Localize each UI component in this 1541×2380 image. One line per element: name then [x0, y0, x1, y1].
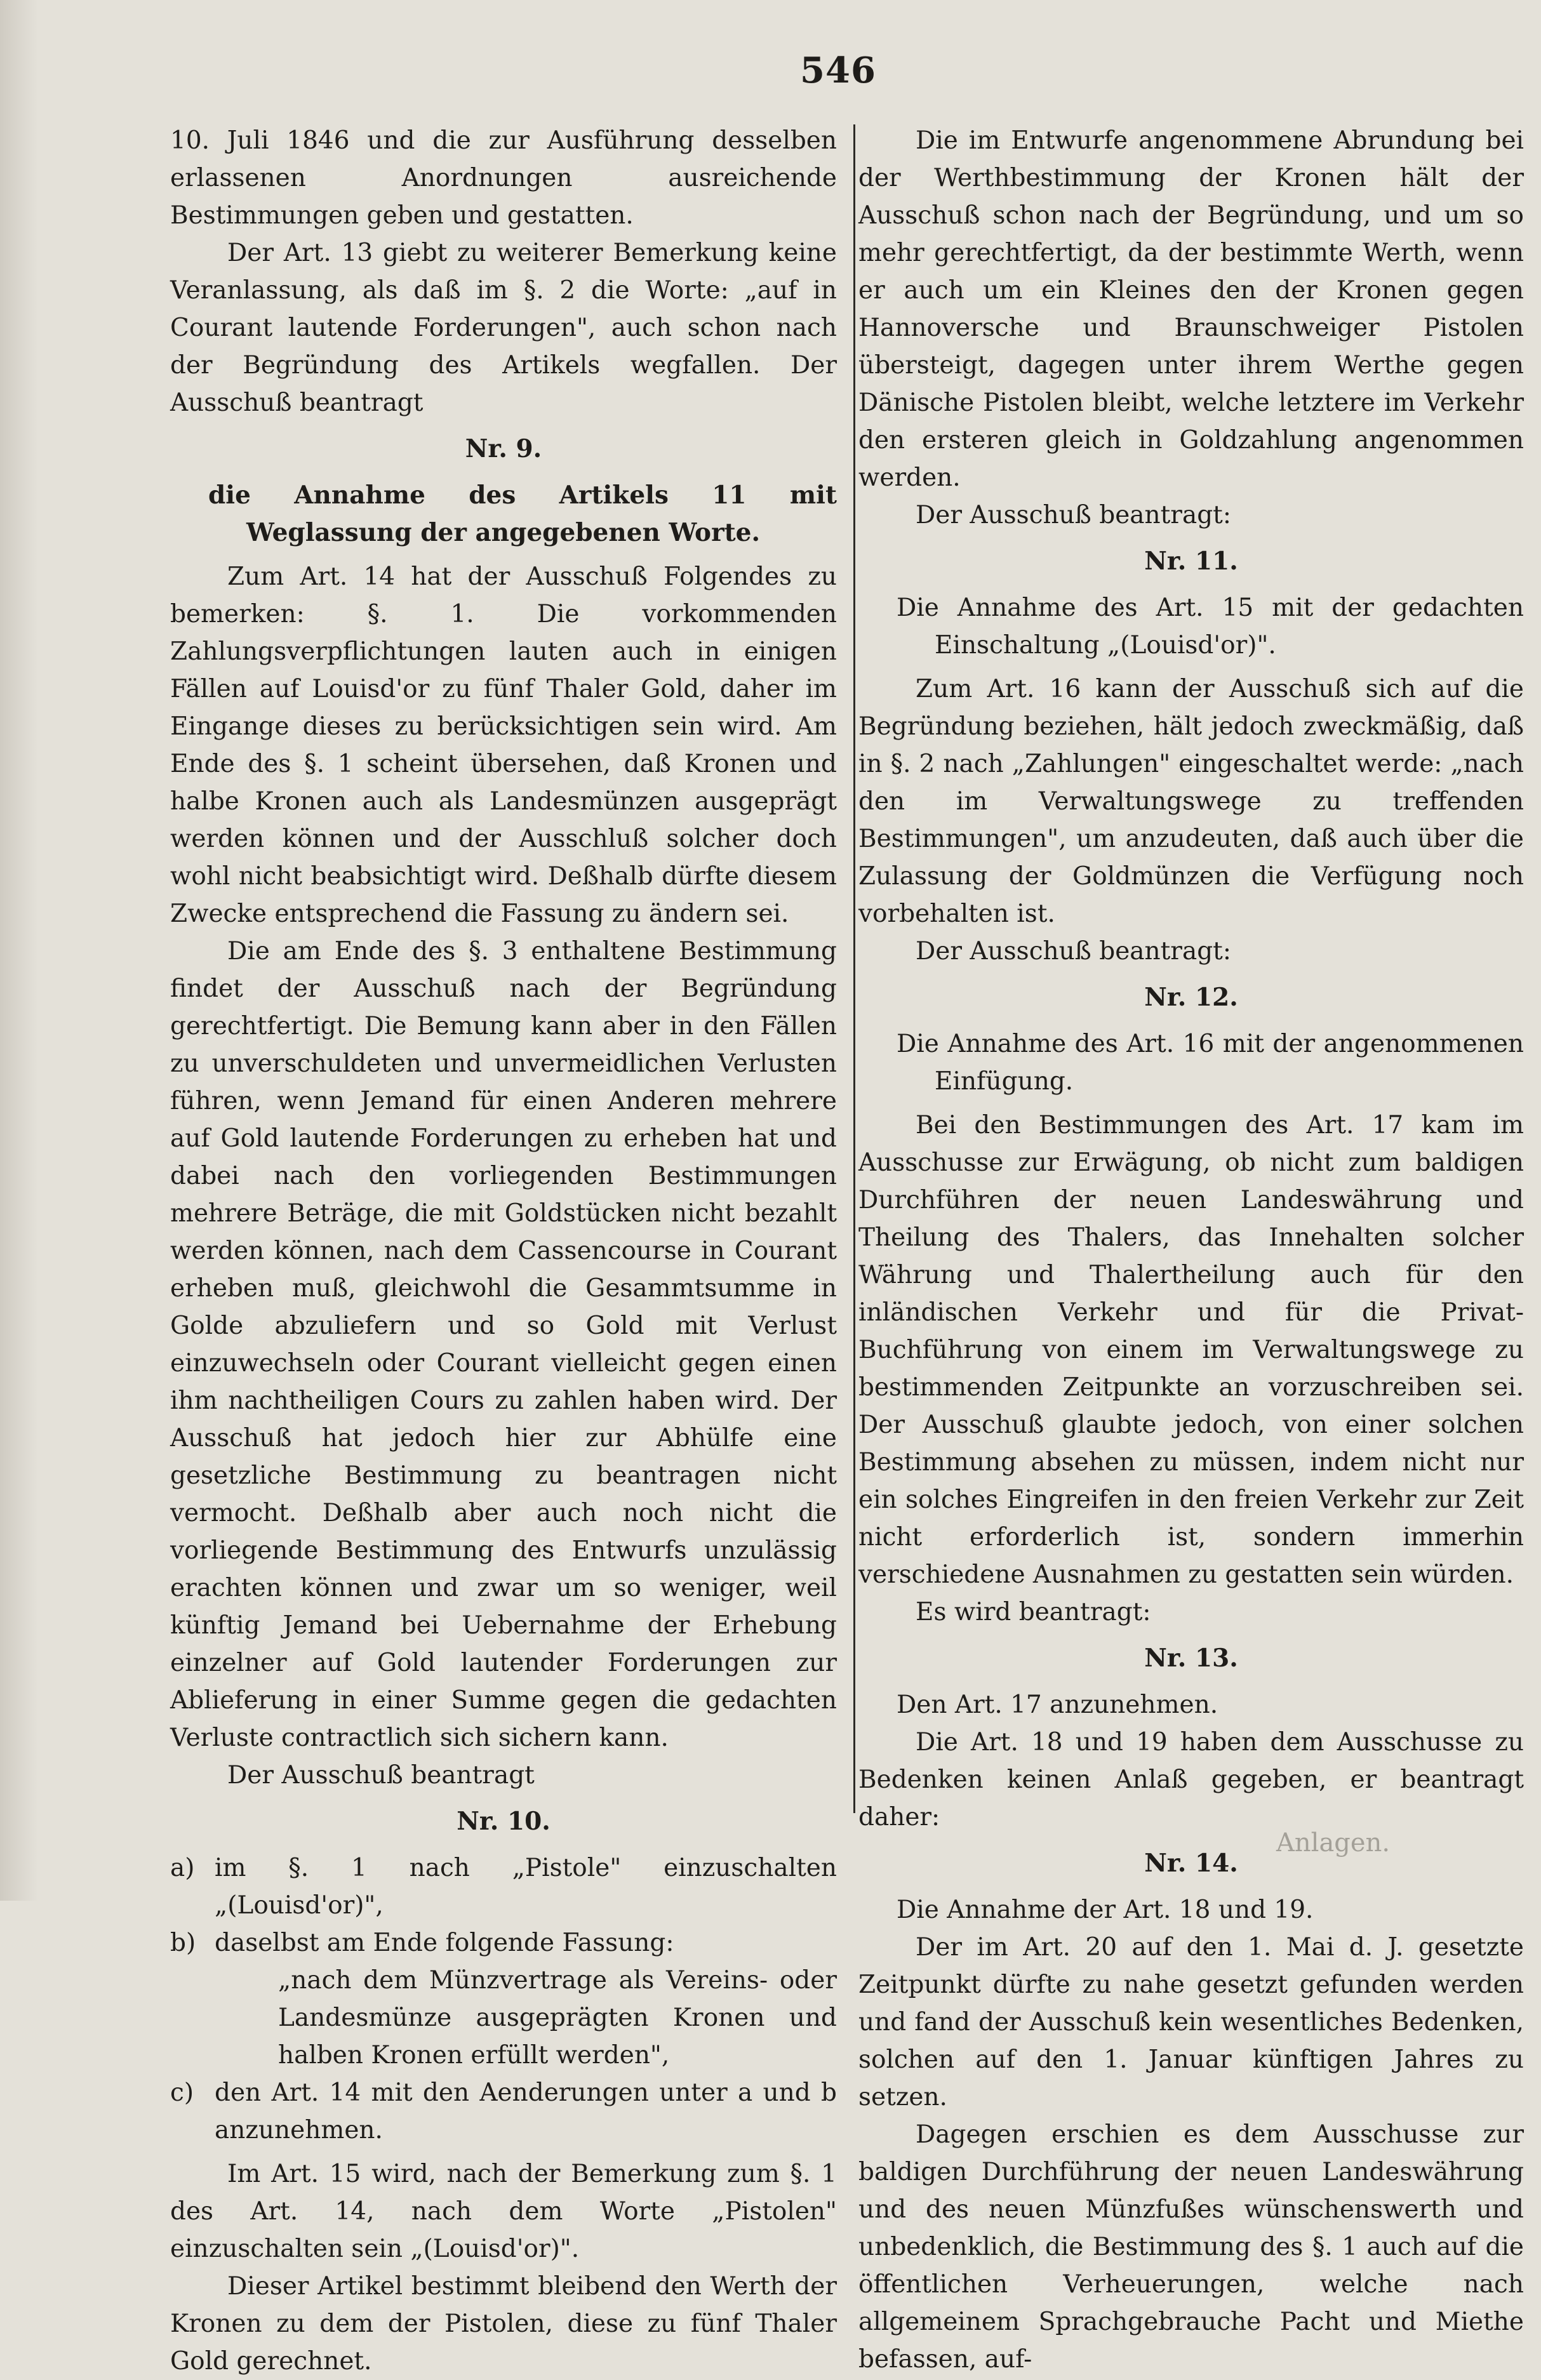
list-item-label: a) [170, 1854, 195, 1882]
motion-number: Nr. 10. [457, 1807, 550, 1836]
paragraph: 10. Juli 1846 und die zur Ausführung desselben erlassenen Anordnungen ausreichende Bestimmungen geben und gestatten. [170, 126, 837, 230]
paragraph: Der Art. 13 giebt zu weiterer Bemerkung keine Veranlassung, als daß im §. 2 die Worte: „auf in Courant lautende Forderungen", auch schon nach der Begründung des Artikels wegfallen. Der Ausschuß beantragt [170, 239, 837, 417]
list-item [170, 1924, 837, 1962]
motion-number: Nr. 14. [1144, 1849, 1238, 1878]
left-column [170, 122, 837, 2380]
paragraph: Der Ausschuß beantragt [227, 1761, 535, 1790]
paragraph: Dagegen erschien es dem Ausschusse zur baldigen Durchführung der neuen Landeswährung und des neuen Münzfußes wünschenswerth und unbedenklich, die Bestimmung des §. 1 auch auf die öffentlichen Verheuerungen, welche nach allgemeinem Sprachgebrauche Pacht und Miethe befassen, auf- [858, 2120, 1524, 2374]
motion-number: Nr. 11. [1144, 547, 1238, 576]
motion-text: Die Annahme der Art. 18 und 19. [897, 1896, 1314, 1924]
list-item-label: b) [170, 1929, 196, 1957]
motion-number: Nr. 12. [1144, 983, 1238, 1012]
motion-text: Die Annahme des Art. 16 mit der angenommenen Einfügung. [897, 1030, 1524, 1096]
paragraph: Die Art. 18 und 19 haben dem Ausschusse zu Bedenken keinen Anlaß gegeben, er beantragt daher: [858, 1728, 1524, 1832]
bleed-through-text: Anlagen. [1276, 1828, 1391, 1858]
paragraph: Der im Art. 20 auf den 1. Mai d. J. gesetzte Zeitpunkt dürfte zu nahe gesetzt gefunden werden und fand der Ausschuß kein wesentliches Bedenken, solchen auf den 1. Januar künftigen Jahres zu setzen. [858, 1933, 1524, 2111]
motion-number: Nr. 9. [465, 434, 542, 463]
paragraph: Der Ausschuß beantragt: [916, 501, 1231, 529]
paragraph: Dieser Artikel bestimmt bleibend den Werth der Kronen zu dem der Pistolen, diese zu fünf Thaler Gold gerechnet. [170, 2272, 837, 2376]
motion-text: Den Art. 17 anzunehmen. [897, 1691, 1218, 1719]
right-column [858, 122, 1524, 2378]
list-item [170, 2074, 837, 2149]
list-item [170, 1849, 837, 1924]
motion-text: die Annahme des Artikels 11 mit Weglassung der angegebenen Worte. [208, 481, 837, 547]
list-item-text: daselbst am Ende folgende Fassung: [215, 1929, 674, 1957]
motion-text: Die Annahme des Art. 15 mit der gedachten Einschaltung „(Louisd'or)". [897, 594, 1524, 660]
paragraph: Bei den Bestimmungen des Art. 17 kam im Ausschusse zur Erwägung, ob nicht zum baldigen Durchführen der neuen Landeswährung und Theilung des Thalers, das Innehalten solcher Währung und Thalertheilung auch für den inländischen Verkehr und für die Privat-Buchführung von einem im Verwaltungswege zu bestimmenden Zeitpunkte an vorzuschreiben sei. Der Ausschuß glaubte jedoch, von einer solchen Bestimmung absehen zu müssen, indem nicht nur ein solches Eingreifen in den freien Verkehr zur Zeit nicht erforderlich ist, sondern immerhin verschiedene Ausnahmen zu gestatten sein würden. [858, 1111, 1524, 1589]
list-item-text: im §. 1 nach „Pistole" einzuschalten „(Louisd'or)", [215, 1854, 837, 1920]
page-number: 546 [800, 50, 876, 91]
column-divider [853, 124, 855, 1813]
list-item-text: den Art. 14 mit den Aenderungen unter a und b anzunehmen. [215, 2078, 837, 2144]
paragraph: Im Art. 15 wird, nach der Bemerkung zum §. 1 des Art. 14, nach dem Worte „Pistolen" einzuschalten sein „(Louisd'or)". [170, 2160, 837, 2263]
list-item-label: c) [170, 2078, 194, 2107]
paragraph: Der Ausschuß beantragt: [916, 937, 1231, 966]
motion-number: Nr. 13. [1144, 1644, 1238, 1673]
quoted-wording: „nach dem Münzvertrage als Vereins- oder Landesmünze ausgeprägten Kronen und halben Kronen erfüllt werden", [278, 1966, 837, 2070]
page-edge-shadow [0, 0, 38, 1901]
paragraph: Die am Ende des §. 3 enthaltene Bestimmung findet der Ausschuß nach der Begründung gerechtfertigt. Die Bemung kann aber in den Fällen zu unverschuldeten und unvermeidlichen Verlusten führen, wenn Jemand für einen Anderen mehrere auf Gold lautende Forderungen zu erheben hat und dabei nach den vorliegenden Bestimmungen mehrere Beträge, die mit Goldstücken nicht bezahlt werden können, nach dem Cassencourse in Courant erheben muß, gleichwohl die Gesammtsumme in Golde abzuliefern und so Gold mit Verlust einzuwechseln oder Courant vielleicht gegen einen ihm nachtheiligen Cours zu zahlen haben wird. Der Ausschuß hat jedoch hier zur Abhülfe eine gesetzliche Bestimmung zu beantragen nicht vermocht. Deßhalb aber auch noch nicht die vorliegende Bestimmung des Entwurfs unzulässig erachten können und zwar um so weniger, weil künftig Jemand bei Uebernahme der Erhebung einzelner auf Gold lautender Forderungen zur Ablieferung in einer Summe gegen die gedachten Verluste contractlich sich sichern kann. [170, 937, 837, 1752]
paragraph: Zum Art. 14 hat der Ausschuß Folgendes zu bemerken: §. 1. Die vorkommenden Zahlungsverpflichtungen lauten auch in einigen Fällen auf Louisd'or zu fünf Thaler Gold, daher im Eingange dieses zu berücksichtigen sein wird. Am Ende des §. 1 scheint übersehen, daß Kronen und halbe Kronen auch als Landesmünzen ausgeprägt werden können und der Ausschluß solcher doch wohl nicht beabsichtigt wird. Deßhalb dürfte diesem Zwecke entsprechend die Fassung zu ändern sei. [170, 562, 837, 928]
paragraph: Zum Art. 16 kann der Ausschuß sich auf die Begründung beziehen, hält jedoch zweckmäßig, daß in §. 2 nach „Zahlungen" eingeschaltet werde: „nach den im Verwaltungswege zu treffenden Bestimmungen", um anzudeuten, daß auch über die Zulassung der Goldmünzen die Verfügung noch vorbehalten ist. [858, 675, 1524, 928]
paragraph: Es wird beantragt: [916, 1598, 1151, 1626]
paragraph: Die im Entwurfe angenommene Abrundung bei der Werthbestimmung der Kronen hält der Ausschuß schon nach der Begründung, und um so mehr gerechtfertigt, da der bestimmte Werth, wenn er auch um ein Kleines den der Kronen gegen Hannoversche und Braunschweiger Pistolen übersteigt, dagegen unter ihrem Werthe gegen Dänische Pistolen bleibt, welche letztere im Verkehr den ersteren gleich in Goldzahlung angenommen werden. [858, 126, 1524, 492]
